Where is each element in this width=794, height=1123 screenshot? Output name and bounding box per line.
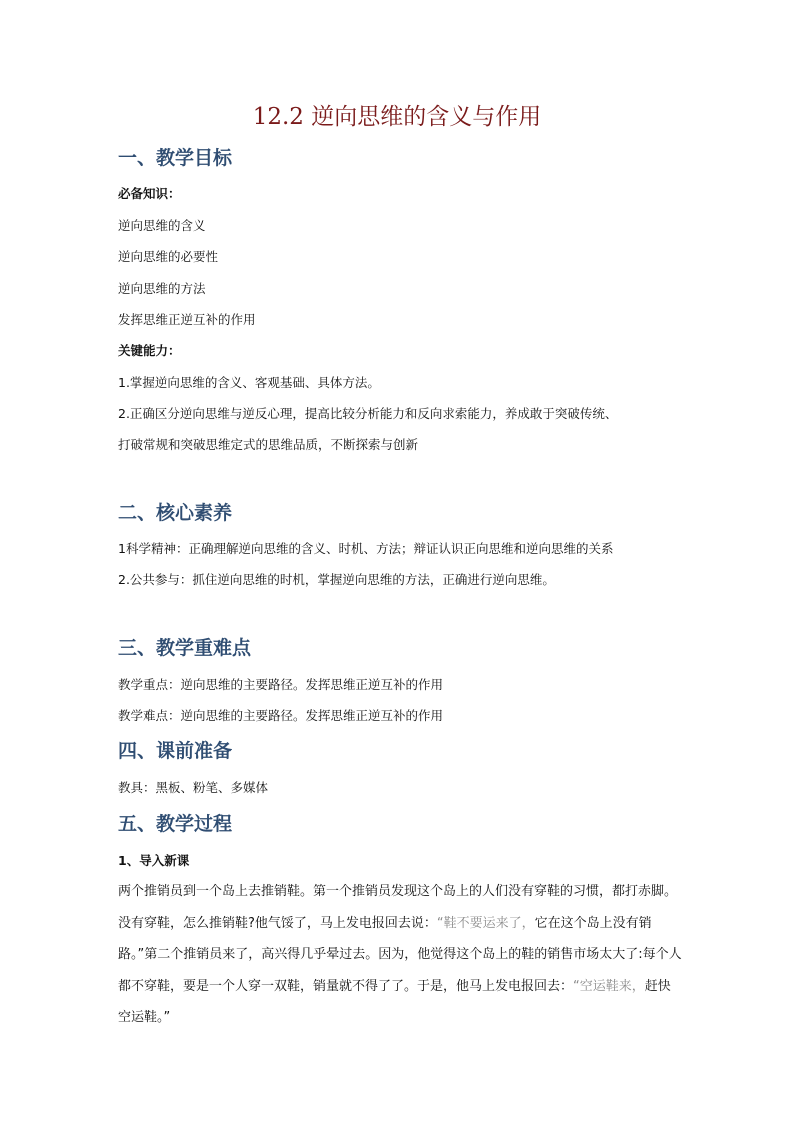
subheading-essential-knowledge: 必备知识：	[118, 186, 181, 201]
story-quote: “空运鞋来，	[573, 978, 645, 994]
story-text: 赶快空运鞋。”	[118, 978, 671, 1025]
knowledge-item: 逆向思维的必要性	[118, 249, 219, 264]
story-text: 它在这个岛上没有销路。”第二个推销员来了，高兴得几乎晕过去。因为，他觉得这个岛上的鞋的销售市场太大了:每个人都不穿鞋，要是一个人穿一双鞋，销量就不得了了。于是，他马上发电报回去：	[118, 915, 682, 994]
section-heading-core-literacy: 二、核心素养	[118, 502, 233, 524]
section-heading-teaching-process: 五、教学过程	[118, 813, 233, 835]
section-heading-preparation: 四、课前准备	[118, 740, 233, 762]
ability-item: 1.掌握逆向思维的含义、客观基础、具体方法。	[118, 375, 380, 390]
knowledge-item: 逆向思维的方法	[118, 281, 206, 296]
section-heading-key-points: 三、教学重难点	[118, 637, 252, 659]
section-heading-teaching-goals: 一、教学目标	[118, 147, 233, 169]
ability-item: 打破常规和突破思维定式的思维品质，不断探索与创新	[118, 437, 419, 452]
key-point-item: 教学重点：逆向思维的主要路径。发挥思维正逆互补的作用	[118, 677, 444, 692]
knowledge-item: 逆向思维的含义	[118, 218, 206, 233]
story-text: 两个推销员到一个岛上去推销鞋。第一个推销员发现这个岛上的人们没有穿鞋的习惯，都打赤脚。没有穿鞋，怎么推销鞋?他气馁了，马上发电报回去说：	[118, 884, 678, 931]
story-paragraph	[118, 876, 683, 1034]
subheading-key-abilities: 关键能力：	[118, 343, 181, 358]
key-point-item: 教学难点：逆向思维的主要路径。发挥思维正逆互补的作用	[118, 708, 444, 723]
literacy-item: 2.公共参与：抓住逆向思维的时机，掌握逆向思维的方法，正确进行逆向思维。	[118, 572, 555, 587]
ability-item: 2.正确区分逆向思维与逆反心理，提高比较分析能力和反向求索能力，养成敢于突破传统、	[118, 406, 618, 421]
knowledge-item: 发挥思维正逆互补的作用	[118, 312, 256, 327]
story-quote: “鞋不要运来了，	[436, 915, 535, 931]
document-title: 12.2 逆向思维的含义与作用	[252, 104, 542, 130]
teaching-aids: 教具：黑板、粉笔、多媒体	[118, 780, 269, 795]
subheading-introduction: 1、导入新课	[118, 853, 190, 868]
literacy-item: 1科学精神：正确理解逆向思维的含义、时机、方法；辩证认识正向思维和逆向思维的关系	[118, 541, 614, 556]
